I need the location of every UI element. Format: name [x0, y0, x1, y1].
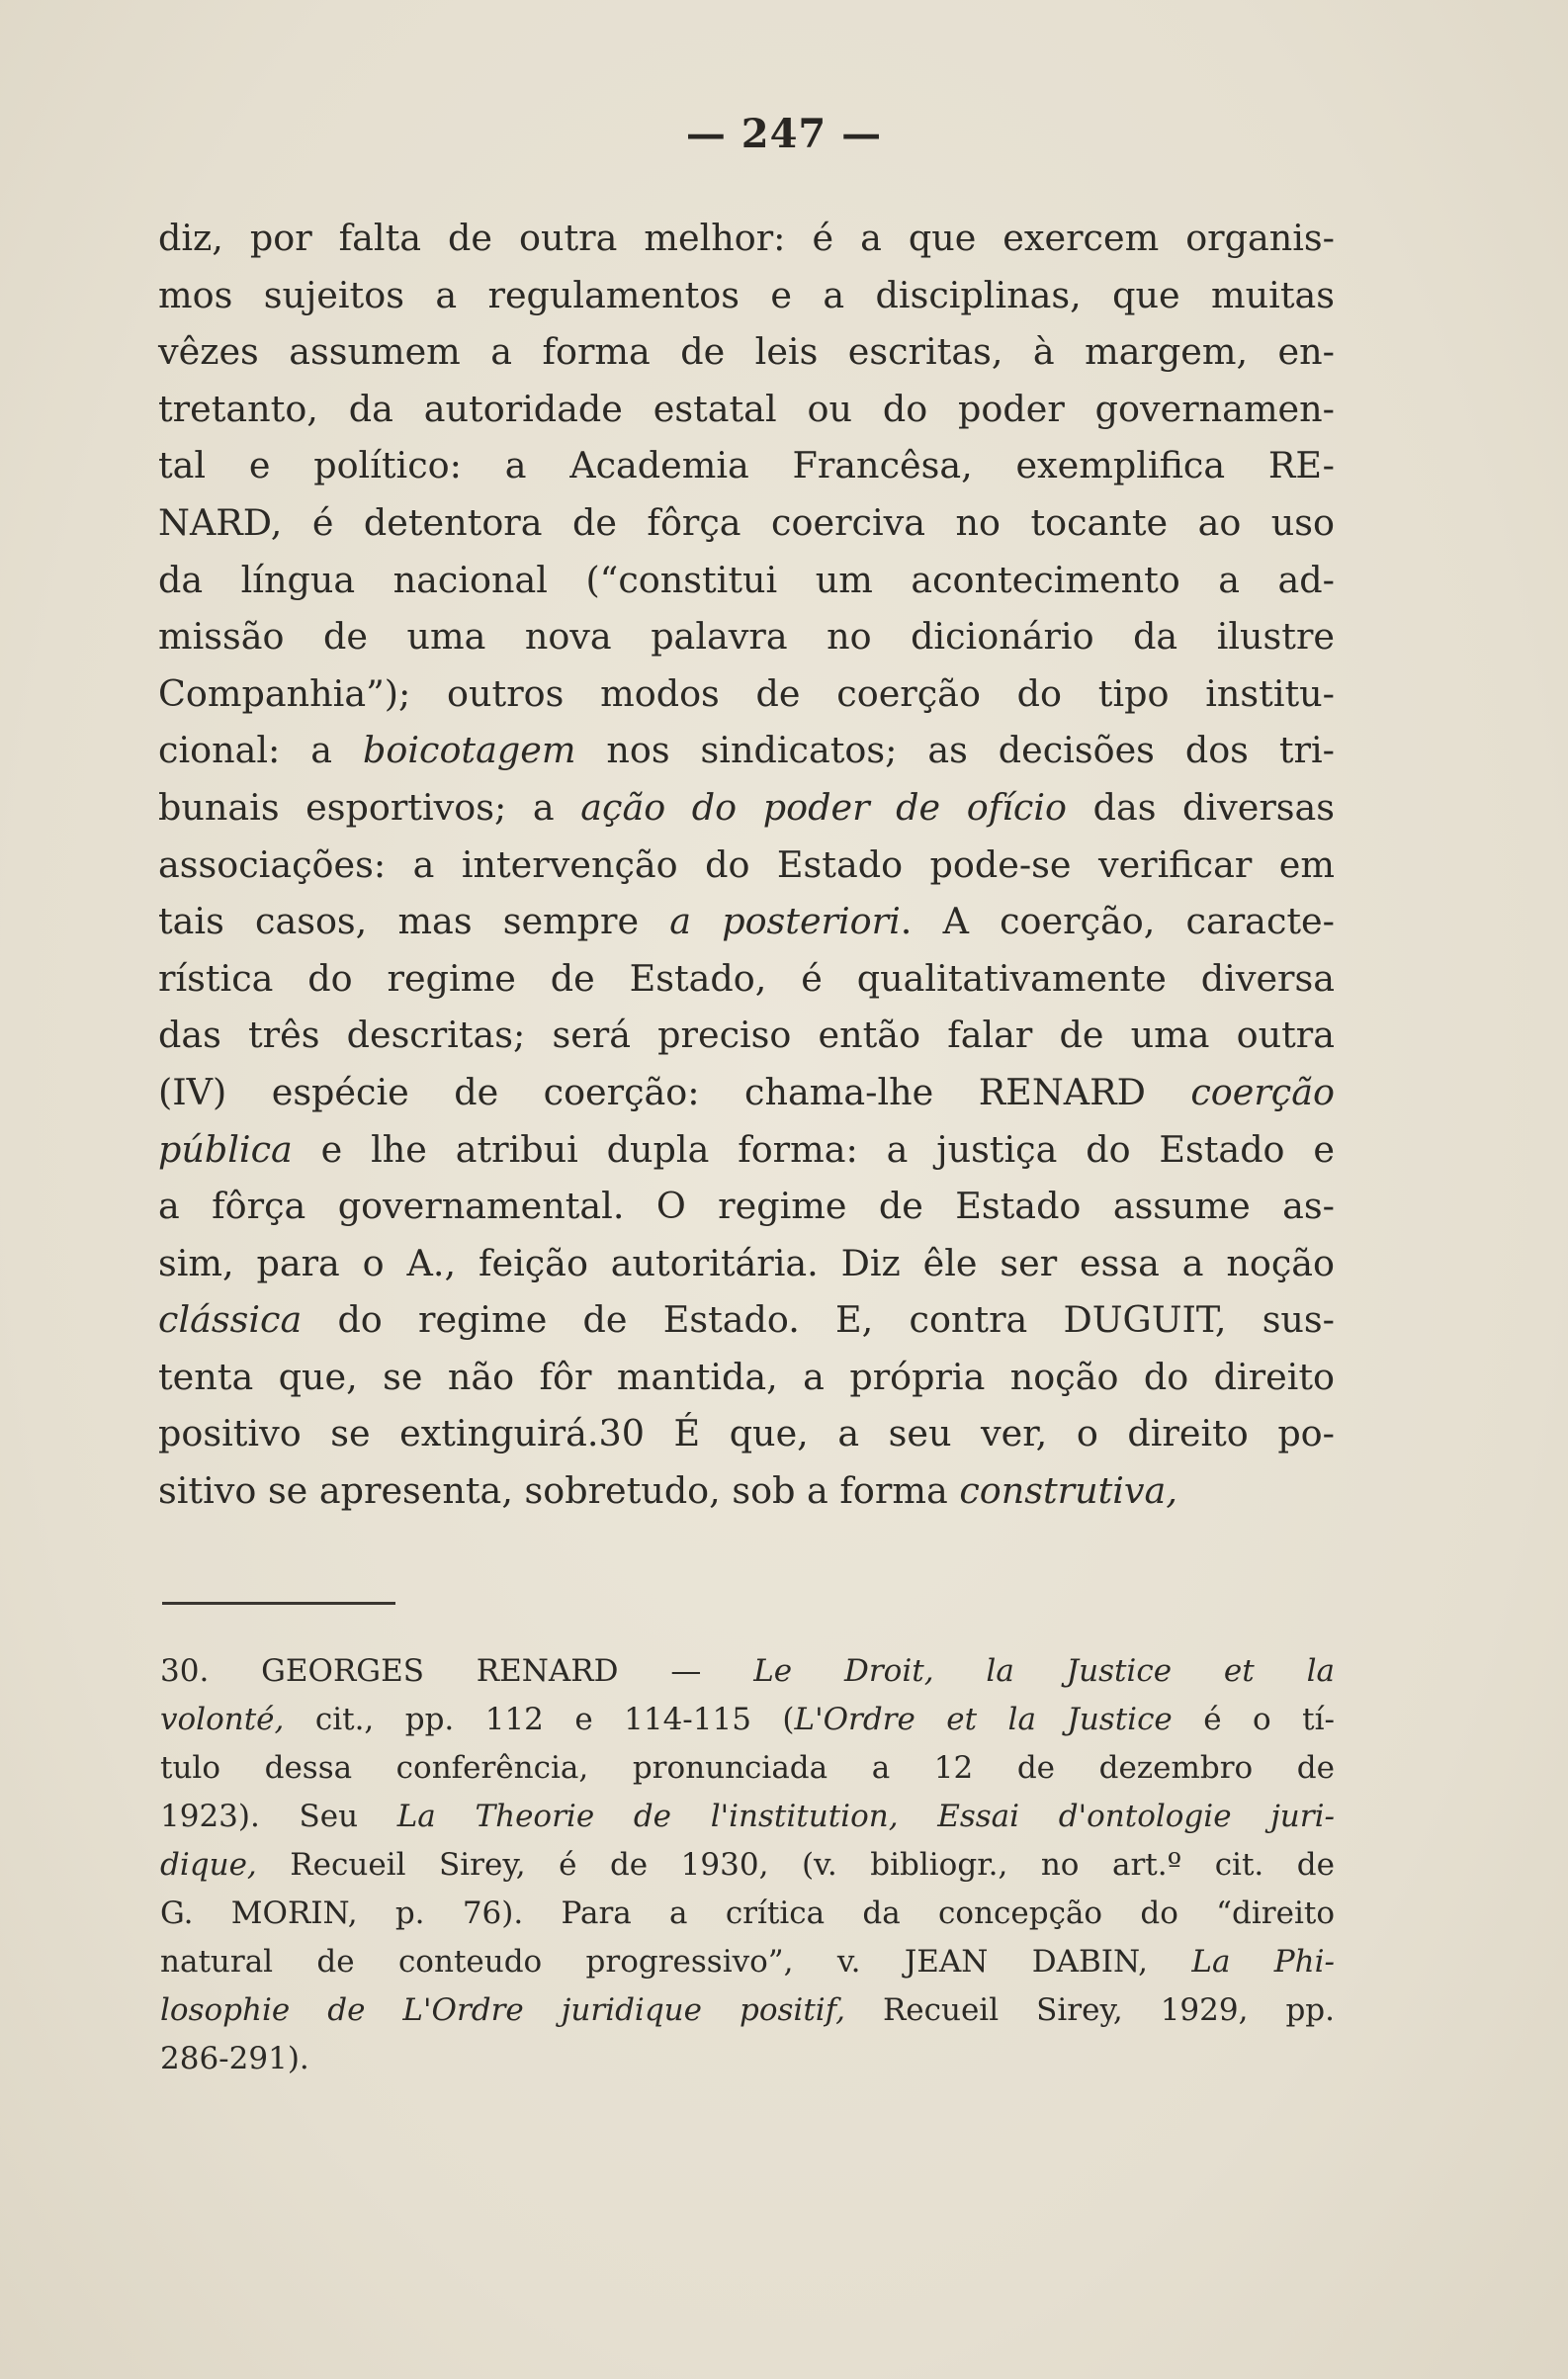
body-line: a fôrça governamental. O regime de Estado assume as-	[158, 1185, 1335, 1228]
body-line: sim, para o A., feição autoritária. Diz êle ser essa a noção	[158, 1241, 1335, 1284]
footnote-line: natural de conteudo progressivo”, v. JEAN DABIN, La Phi-	[160, 1944, 1335, 1980]
body-line: tretanto, da autoridade estatal ou do poder governamen-	[158, 387, 1335, 430]
footnote-italic-text: losophie de L'Ordre juridique positif,	[160, 1992, 845, 2028]
body-italic-text: a posteriori	[669, 900, 901, 943]
footnote-line: G. MORIN, p. 76). Para a crítica da concepção do “direito	[160, 1895, 1335, 1931]
body-italic-text: ação do poder de ofício	[580, 785, 1067, 829]
footnote-italic-text: dique,	[160, 1847, 257, 1883]
body-line: vêzes assumem a forma de leis escritas, à margem, en-	[158, 330, 1335, 374]
body-line: mos sujeitos a regulamentos e a disciplinas, que muitas	[158, 273, 1335, 316]
body-text	[158, 210, 1335, 1520]
footnote-line: 30. GEORGES RENARD — Le Droit, la Justice et la	[160, 1653, 1335, 1689]
body-line: bunais esportivos; a ação do poder de ofício das diversas	[158, 785, 1335, 829]
body-line: diz, por falta de outra melhor: é a que exercem organis-	[158, 217, 1335, 259]
footnote-line: 286-291).	[160, 2041, 309, 2076]
footnote-italic-text: Le Droit, la Justice et la	[753, 1653, 1335, 1689]
body-line: tais casos, mas sempre a posteriori. A coerção, caracte-	[158, 900, 1335, 943]
body-line: tal e político: a Academia Francêsa, exemplifica RE-	[158, 444, 1335, 487]
body-line: pública e lhe atribui dupla forma: a justiça do Estado e	[158, 1127, 1335, 1171]
body-line: cional: a boicotagem nos sindicatos; as decisões dos tri-	[158, 729, 1335, 772]
body-line: missão de uma nova palavra no dicionário da ilustre	[158, 615, 1335, 659]
body-line: (IV) espécie de coerção: chama-lhe RENARD coerção	[158, 1070, 1335, 1113]
footnote-line: 1923). Seu La Theorie de l'institution, Essai d'ontologie juri-	[160, 1799, 1335, 1834]
body-line: sitivo se apresenta, sobretudo, sob a forma construtiva,	[158, 1469, 1177, 1513]
body-line: tenta que, se não fôr mantida, a própria noção do direito	[158, 1355, 1335, 1398]
body-line: positivo se extinguirá.30 É que, a seu ver, o direito po-	[158, 1412, 1335, 1455]
footnote-line: volonté, cit., pp. 112 e 114-115 (L'Ordre et la Justice é o tí-	[160, 1702, 1336, 1737]
footnote-italic-text: L'Ordre et la Justice	[794, 1702, 1173, 1737]
page-number: — 247 —	[685, 111, 883, 157]
body-line: Companhia”); outros modos de coerção do tipo institu-	[158, 671, 1335, 715]
body-italic-text: pública	[158, 1127, 293, 1171]
body-italic-text: clássica	[158, 1298, 303, 1342]
body-line: associações: a intervenção do Estado pode-se verificar em	[158, 842, 1335, 886]
footnote-line: tulo dessa conferência, pronunciada a 12 de dezembro de	[160, 1750, 1335, 1786]
body-line: NARD, é detentora de fôrça coerciva no tocante ao uso	[158, 500, 1335, 544]
body-italic-text: coerção	[1190, 1070, 1335, 1113]
footnote-italic-text: La Theorie de l'institution, Essai d'ontologie juri-	[396, 1799, 1335, 1834]
body-italic-text: construtiva,	[959, 1469, 1177, 1513]
body-line: rística do regime de Estado, é qualitativamente diversa	[158, 956, 1335, 1000]
body-line: das três descritas; será preciso então falar de uma outra	[158, 1013, 1335, 1057]
footnote-italic-text: La Phi-	[1191, 1944, 1335, 1980]
footnote-italic-text: volonté,	[160, 1702, 285, 1737]
body-italic-text: boicotagem	[363, 729, 576, 772]
footnote	[160, 1647, 1335, 2083]
footnote-separator	[162, 1602, 395, 1605]
body-line: clássica do regime de Estado. E, contra DUGUIT, sus-	[158, 1298, 1335, 1342]
footnote-line: dique, Recueil Sirey, é de 1930, (v. bibliogr., no art.º cit. de	[160, 1847, 1335, 1883]
body-line: da língua nacional (“constitui um acontecimento a ad-	[158, 558, 1335, 601]
footnote-line: losophie de L'Ordre juridique positif, Recueil Sirey, 1929, pp.	[160, 1992, 1335, 2028]
